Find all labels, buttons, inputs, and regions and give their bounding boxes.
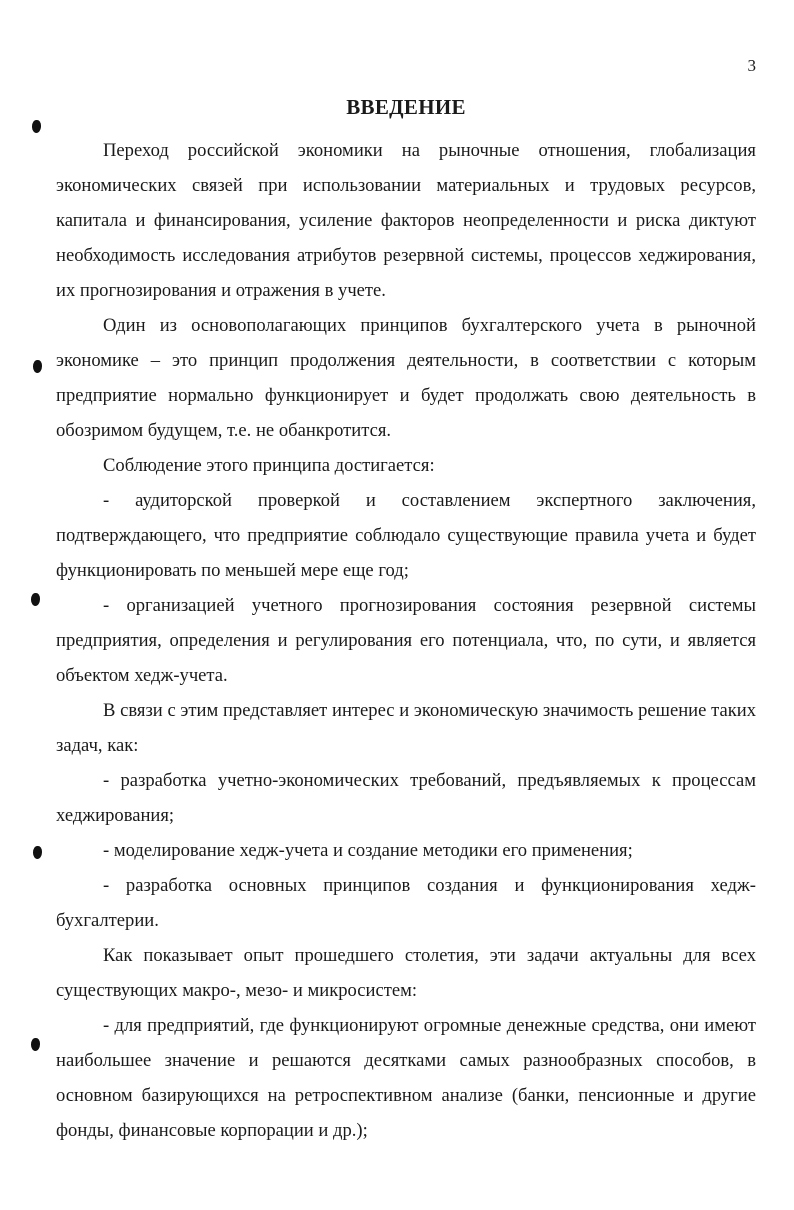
paragraph: В связи с этим представляет интерес и экономическую значимость решение таких задач, как: [56, 700, 756, 756]
binder-hole-mark [33, 360, 42, 373]
list-item: - аудиторской проверкой и составлением экспертного заключения, подтверждающего, что предприятие соблюдало существующие правила учета и будет функционировать по меньшей мере еще год; [56, 490, 756, 581]
paragraph: Соблюдение этого принципа достигается: [103, 455, 435, 476]
binder-hole-mark [31, 1038, 40, 1051]
page-title: ВВЕДЕНИЕ [346, 95, 466, 119]
list-item: - организацией учетного прогнозирования состояния резервной системы предприятия, определения и регулирования его потенциала, что, по сути, и является объектом хедж-учета. [56, 595, 756, 686]
body-text [56, 133, 756, 1148]
binder-hole-mark [31, 593, 40, 606]
paragraph: Как показывает опыт прошедшего столетия, эти задачи актуальны для всех существующих макро-, мезо- и микросистем: [56, 945, 756, 1001]
list-item: - разработка основных принципов создания и функционирования хедж-бухгалтерии. [56, 875, 756, 931]
binder-hole-mark [33, 846, 42, 859]
list-item: - моделирование хедж-учета и создание методики его применения; [103, 840, 633, 861]
paragraph: Один из основополагающих принципов бухгалтерского учета в рыночной экономике – это принцип продолжения деятельности, в соответствии с которым предприятие нормально функционирует и будет продолжать свою деятельность в обозримом будущем, т.е. не обанкротится. [56, 315, 756, 441]
page-number: 3 [747, 56, 756, 75]
list-item: - для предприятий, где функционируют огромные денежные средства, они имеют наибольшее значение и решаются десятками самых разнообразных способов, в основном базирующихся на ретроспективном анализе (банки, пенсионные и другие фонды, финансовые корпорации и др.); [56, 1015, 756, 1141]
list-item: - разработка учетно-экономических требований, предъявляемых к процессам хеджирования; [56, 770, 756, 826]
paragraph: Переход российской экономики на рыночные отношения, глобализация экономических связей при использовании материальных и трудовых ресурсов, капитала и финансирования, усиление факторов неопределенности и риска диктуют необходимость исследования атрибутов резервной системы, процессов хеджирования, их прогнозирования и отражения в учете. [56, 140, 756, 301]
binder-hole-mark [32, 120, 41, 133]
